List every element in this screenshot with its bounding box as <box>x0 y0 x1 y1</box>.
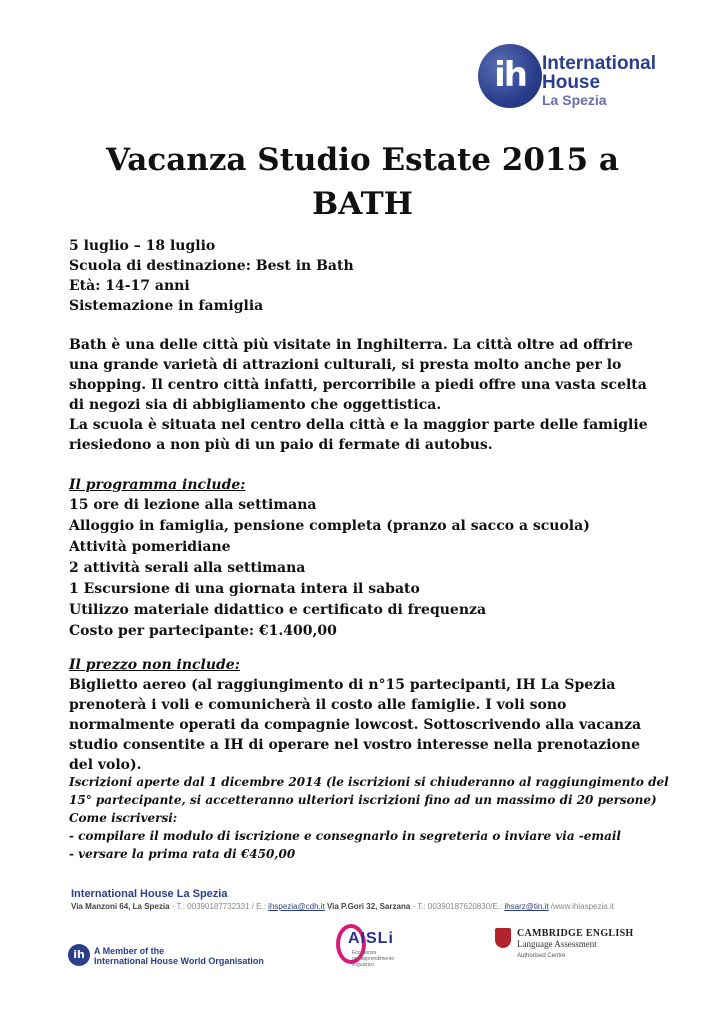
footer-org-name: International House La Spezia <box>71 888 228 900</box>
description-text: Bath è una delle città più visitate in Inghilterra. La città oltre ad offrire una grande varietà di attrazioni culturali, si presta molto anche per lo shopping. Il centro città infatti, percorribile a piedi offre una vasta scelta di negozi sia di abbigliamento che oggettistica. La scuola è situata nel centro della città e la maggior parte delle famiglie riesiedono a non più di un paio di fermate di autobus. <box>69 337 648 453</box>
description-paragraph <box>69 335 659 455</box>
logo-line-3: La Spezia <box>542 92 607 108</box>
trip-info <box>69 236 669 316</box>
aisli-logo <box>336 924 406 972</box>
notes-line: - compilare il modulo di iscrizione e consegnarlo in segreteria o inviare via -email <box>69 829 621 843</box>
ih-logo-mark: ih <box>478 44 542 108</box>
trip-dates: 5 luglio – 18 luglio <box>69 238 216 254</box>
program-item: 2 attività serali alla settimana <box>69 560 306 576</box>
international-house-logo <box>478 44 678 114</box>
cambridge-line-1: CAMBRIDGE ENGLISH <box>517 928 634 939</box>
trip-school: Scuola di destinazione: Best in Bath <box>69 258 354 274</box>
member-line-2: International House World Organisation <box>94 956 264 966</box>
footer-email-1-link[interactable]: ihspezia@cdh.it <box>268 902 325 911</box>
ih-world-member-logo <box>68 942 278 972</box>
footer-address-1: Via Manzoni 64, La Spezia <box>71 902 170 911</box>
footer-contact-1: - T.: 00390187732331 / E.: <box>169 902 269 911</box>
logo-line-1: International <box>542 53 657 74</box>
footer-website: /www.ihlaspezia.it <box>548 902 614 911</box>
trip-age: Età: 14-17 anni <box>69 278 190 294</box>
footer-contact-2: - T.: 00390187620830/E.: <box>410 902 505 911</box>
program-item: 15 ore di lezione alla settimana <box>69 497 317 513</box>
notes-line: Come iscriversi: <box>69 811 178 825</box>
aisli-name: AISLi <box>348 930 394 947</box>
footer-address-line <box>71 902 671 911</box>
program-item: 1 Escursione di una giornata intera il sabato <box>69 581 420 597</box>
title-line-2: BATH <box>312 186 413 222</box>
program-list <box>69 495 669 642</box>
cambridge-line-2: Language Assessment <box>517 939 597 949</box>
cambridge-line-3: Authorised Centre <box>517 953 566 959</box>
trip-accommodation: Sistemazione in famiglia <box>69 298 264 314</box>
member-line-1: A Member of the <box>94 946 165 956</box>
program-price: Costo per partecipante: €1.400,00 <box>69 623 337 639</box>
program-item: Alloggio in famiglia, pensione completa (pranzo al sacco a scuola) <box>69 518 590 534</box>
program-item: Attività pomeridiane <box>69 539 231 555</box>
logo-line-2: House <box>542 72 601 93</box>
footer-email-2-link[interactable]: ihsarz@tin.it <box>504 902 549 911</box>
notes-line: Iscrizioni aperte dal 1 dicembre 2014 (le iscrizioni si chiuderanno al raggiungimento del <box>69 775 669 789</box>
ih-small-logo-icon: ih <box>68 944 90 966</box>
cambridge-shield-icon <box>495 928 511 948</box>
notes-line: 15° partecipante, si accetteranno ulteriori iscrizioni fino ad un massimo di 20 persone) <box>69 793 657 807</box>
exclusions-text: Biglietto aereo (al raggiungimento di n°15 partecipanti, IH La Spezia prenoterà i voli e comunicherà il costo alle famiglie. I voli sono normalmente operati da compagnie lowcost. Sottoscrivendo alla vacanza studio consentite a IH di operare nel vostro interesse nella prenotazione del volo). <box>69 677 642 773</box>
page-title <box>60 138 665 226</box>
title-line-1: Vacanza Studio Estate 2015 a <box>106 142 619 178</box>
cambridge-english-logo <box>495 928 635 964</box>
aisli-subtitle: Eccellenza nell'apprendimento linguistico <box>352 950 395 968</box>
logo-wordmark <box>542 54 656 108</box>
enrollment-notes <box>69 773 669 863</box>
member-text <box>94 946 264 966</box>
program-item: Utilizzo materiale didattico e certificato di frequenza <box>69 602 487 618</box>
program-heading: Il programma include: <box>69 477 246 493</box>
footer-address-2: Via P.Gori 32, Sarzana <box>324 902 411 911</box>
exclusions-heading: Il prezzo non include: <box>69 657 240 673</box>
notes-line: - versare la prima rata di €450,00 <box>69 847 296 861</box>
